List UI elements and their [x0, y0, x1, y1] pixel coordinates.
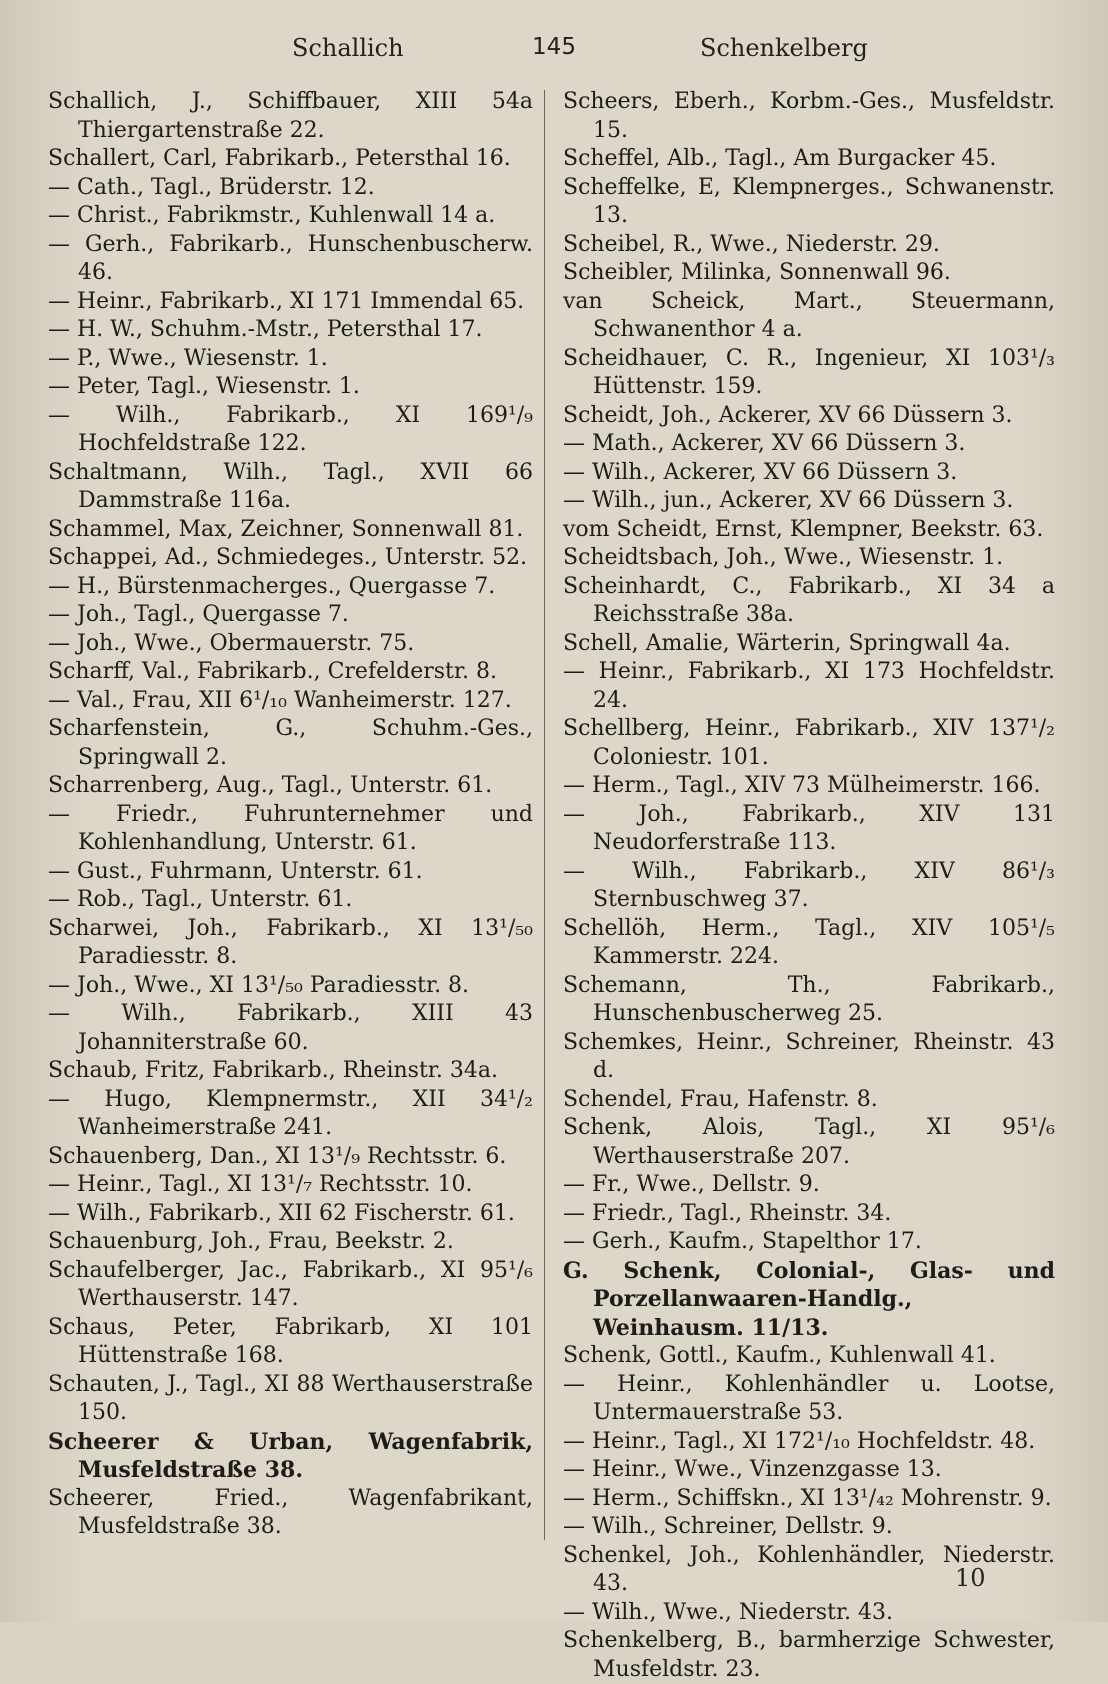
entry: — Joh., Wwe., Obermauerstr. 75.: [48, 630, 415, 656]
entry: — Herm., Schiffskn., XI 13¹/₄₂ Mohrenstr. 9.: [563, 1485, 1052, 1511]
entry: — Joh., Fabrikarb., XIV 131 Neudorferstraße 113.: [563, 801, 1055, 855]
entry: — Wilh., Fabrikarb., XIV 86¹/₃ Sternbuschweg 37.: [563, 858, 1055, 912]
entry: — Peter, Tagl., Wiesenstr. 1.: [48, 374, 360, 399]
page-number: 145: [532, 34, 576, 60]
entry: Scheidt, Joh., Ackerer, XV 66 Düssern 3.: [563, 402, 1013, 428]
entry: Scheibel, R., Wwe., Niederstr. 29.: [563, 231, 940, 257]
entry: — Heinr., Tagl., XI 172¹/₁₀ Hochfeldstr. 48.: [563, 1428, 1036, 1454]
entry: — Heinr., Kohlenhändler u. Lootse, Untermauerstraße 53.: [563, 1371, 1055, 1425]
entry: — Wilh., Schreiner, Dellstr. 9.: [563, 1514, 893, 1539]
entry: Schemkes, Heinr., Schreiner, Rheinstr. 43 d.: [563, 1029, 1055, 1083]
entry: — Cath., Tagl., Brüderstr. 12.: [48, 174, 375, 200]
entry: Scheibler, Milinka, Sonnenwall 96.: [563, 260, 951, 285]
entry: — Hugo, Klempnermstr., XII 34¹/₂ Wanheimerstraße 241.: [48, 1086, 533, 1140]
entry: Schaub, Fritz, Fabrikarb., Rheinstr. 34a.: [48, 1058, 498, 1083]
entry-emphasized: Scheerer & Urban, Wagenfabrik, Musfeldstraße 38.: [48, 1428, 533, 1483]
directory-columns: [0, 88, 1108, 1682]
entry: Schaufelberger, Jac., Fabrikarb., XI 95¹/₆ Werthauserstr. 147.: [48, 1257, 533, 1311]
entry: — Wilh., Fabrikarb., XII 62 Fischerstr. 61.: [48, 1200, 515, 1226]
entry: Schellöh, Herm., Tagl., XIV 105¹/₅ Kammerstr. 224.: [563, 915, 1055, 969]
entry: — Wilh., Fabrikarb., XIII 43 Johanniterstraße 60.: [48, 1001, 533, 1055]
entry: Scheerer, Fried., Wagenfabrikant, Musfeldstraße 38.: [48, 1485, 533, 1539]
entry: — Joh., Wwe., XI 13¹/₅₀ Paradiesstr. 8.: [48, 972, 470, 998]
entry: — Val., Frau, XII 6¹/₁₀ Wanheimerstr. 127.: [48, 687, 512, 713]
entry: Scheidhauer, C. R., Ingenieur, XI 103¹/₃ Hüttenstr. 159.: [563, 345, 1055, 399]
entry: — P., Wwe., Wiesenstr. 1.: [48, 345, 328, 371]
entry: Scharwei, Joh., Fabrikarb., XI 13¹/₅₀ Paradiesstr. 8.: [48, 915, 533, 969]
entry: Scheffelke, E, Klempnerges., Schwanenstr. 13.: [563, 174, 1055, 228]
entry: — Fr., Wwe., Dellstr. 9.: [563, 1172, 820, 1197]
header-left-word: Schallich: [292, 34, 404, 62]
page-header: [0, 30, 1108, 70]
entry: — Heinr., Wwe., Vinzenzgasse 13.: [563, 1457, 942, 1482]
entry: Scharff, Val., Fabrikarb., Crefelderstr. 8.: [48, 659, 497, 684]
entry: Schenkelberg, B., barmherzige Schwester, Musfeldstr. 23.: [563, 1628, 1055, 1682]
entry: — Wilh., Wwe., Niederstr. 43.: [563, 1599, 894, 1625]
entry: Scheinhardt, C., Fabrikarb., XI 34 a Reichsstraße 38a.: [563, 573, 1055, 627]
right-column: [563, 88, 1055, 1682]
entry: — Joh., Tagl., Quergasse 7.: [48, 602, 349, 627]
entry: Scharrenberg, Aug., Tagl., Unterstr. 61.: [48, 773, 493, 798]
entry: Schammel, Max, Zeichner, Sonnenwall 81.: [48, 516, 524, 542]
left-column: [48, 88, 533, 1558]
entry-emphasized: G. Schenk, Colonial-, Glas- und Porzellanwaaren-Handlg., Weinhausm. 11/13.: [563, 1257, 1055, 1341]
entry: van Scheick, Mart., Steuermann, Schwanenthor 4 a.: [563, 288, 1055, 342]
entry: Schenkel, Joh., Kohlenhändler, Niederstr. 43.: [563, 1542, 1055, 1596]
entry: Schemann, Th., Fabrikarb., Hunschenbuscherweg 25.: [563, 972, 1055, 1026]
signature-mark: 10: [955, 1564, 986, 1592]
entry: — Heinr., Fabrikarb., XI 171 Immendal 65.: [48, 288, 525, 314]
entry: — Friedr., Fuhrunternehmer und Kohlenhandlung, Unterstr. 61.: [48, 801, 533, 855]
entry: Schell, Amalie, Wärterin, Springwall 4a.: [563, 630, 1011, 656]
entry: Scharfenstein, G., Schuhm.-Ges., Springwall 2.: [48, 716, 533, 770]
entry: — Wilh., Fabrikarb., XI 169¹/₉ Hochfeldstraße 122.: [48, 402, 533, 456]
entry: Scheers, Eberh., Korbm.-Ges., Musfeldstr. 15.: [563, 89, 1055, 143]
entry: Schappei, Ad., Schmiedeges., Unterstr. 52.: [48, 545, 528, 570]
entry: — Christ., Fabrikmstr., Kuhlenwall 14 a.: [48, 203, 496, 228]
entry: Schauenberg, Dan., XI 13¹/₉ Rechtsstr. 6.: [48, 1143, 507, 1169]
entry: — Rob., Tagl., Unterstr. 61.: [48, 887, 353, 912]
entry: Schaus, Peter, Fabrikarb, XI 101 Hüttenstraße 168.: [48, 1314, 533, 1368]
entry: Schaltmann, Wilh., Tagl., XVII 66 Dammstraße 116a.: [48, 459, 533, 513]
entry: Schenk, Gottl., Kaufm., Kuhlenwall 41.: [563, 1343, 996, 1368]
entry: Scheidtsbach, Joh., Wwe., Wiesenstr. 1.: [563, 545, 1004, 570]
entry: Schallert, Carl, Fabrikarb., Petersthal 16.: [48, 146, 511, 171]
entry: — Wilh., jun., Ackerer, XV 66 Düssern 3.: [563, 488, 1014, 513]
entry: — Gust., Fuhrmann, Unterstr. 61.: [48, 858, 423, 884]
entry: — H. W., Schuhm.-Mstr., Petersthal 17.: [48, 317, 483, 342]
entry: Scheffel, Alb., Tagl., Am Burgacker 45.: [563, 146, 997, 171]
entry: — Gerh., Kaufm., Stapelthor 17.: [563, 1229, 922, 1254]
entry: Schendel, Frau, Hafenstr. 8.: [563, 1086, 878, 1112]
entry: — H., Bürstenmacherges., Quergasse 7.: [48, 573, 496, 599]
entry: Schauten, J., Tagl., XI 88 Werthauserstraße 150.: [48, 1371, 533, 1425]
entry: Schellberg, Heinr., Fabrikarb., XIV 137¹/₂ Coloniestr. 101.: [563, 716, 1055, 770]
entry: — Wilh., Ackerer, XV 66 Düssern 3.: [563, 459, 958, 485]
entry: Schauenburg, Joh., Frau, Beekstr. 2.: [48, 1229, 454, 1254]
entry: — Gerh., Fabrikarb., Hunschenbuscherw. 46.: [48, 231, 533, 285]
entry: — Heinr., Tagl., XI 13¹/₇ Rechtsstr. 10.: [48, 1172, 473, 1197]
entry: — Heinr., Fabrikarb., XI 173 Hochfeldstr. 24.: [563, 659, 1055, 713]
entry: vom Scheidt, Ernst, Klempner, Beekstr. 63.: [563, 516, 1044, 542]
entry: Schallich, J., Schiffbauer, XIII 54a Thiergartenstraße 22.: [48, 89, 533, 143]
entry: — Friedr., Tagl., Rheinstr. 34.: [563, 1200, 892, 1226]
entry: — Herm., Tagl., XIV 73 Mülheimerstr. 166.: [563, 773, 1041, 798]
entry: Schenk, Alois, Tagl., XI 95¹/₆ Werthauserstraße 207.: [563, 1115, 1055, 1169]
entry: — Math., Ackerer, XV 66 Düssern 3.: [563, 431, 966, 456]
header-right-word: Schenkelberg: [700, 34, 868, 62]
